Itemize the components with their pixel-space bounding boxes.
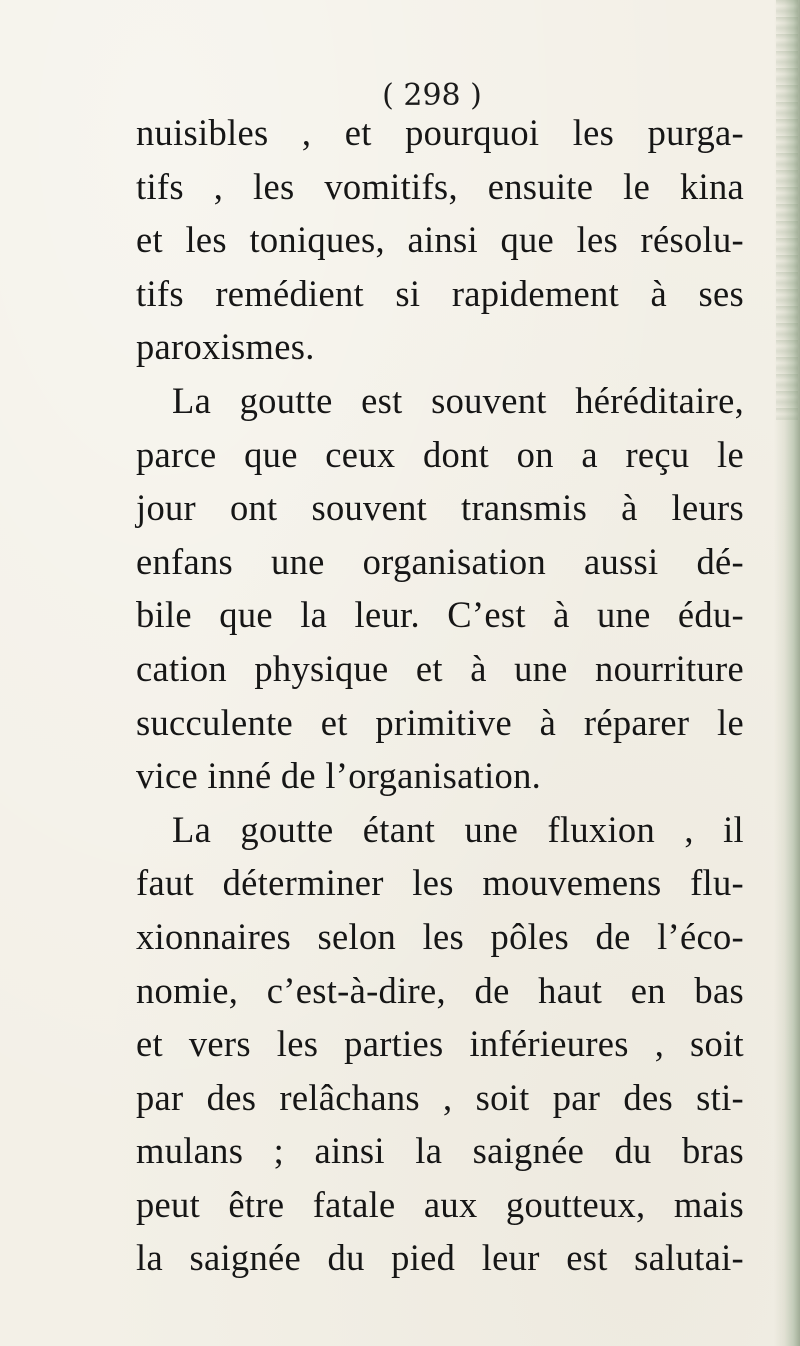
page-edge-stain	[776, 0, 798, 420]
text-line: nuisibles , et pourquoi les purga-	[136, 112, 744, 153]
text-line: vice inné de l’organisation.	[136, 755, 542, 797]
text-line: mulans ; ainsi la saignée du bras	[136, 1130, 744, 1172]
paragraph-start-line: La goutte étant une fluxion , il	[172, 808, 744, 850]
text-line: enfans une organisation aussi dé-	[136, 540, 744, 582]
paragraph-start-line: La goutte est souvent héréditaire,	[172, 379, 744, 421]
text-line: succulente et primitive à réparer le	[136, 701, 744, 743]
body-text	[136, 106, 744, 1285]
text-line: xionnaires selon les pôles de l’éco-	[136, 915, 744, 957]
text-line: nomie, c’est-à-dire, de haut en bas	[136, 969, 744, 1011]
text-line: bile que la leur. C’est à une édu-	[136, 594, 744, 636]
text-line: cation physique et à une nourriture	[136, 647, 744, 689]
text-line: tifs , les vomitifs, ensuite le kina	[136, 165, 744, 207]
text-line: jour ont souvent transmis à leurs	[136, 487, 744, 529]
page-number-header: ( 298 )	[382, 78, 482, 113]
text-line: parce que ceux dont on a reçu le	[136, 433, 744, 475]
text-line: et vers les parties inférieures , soit	[136, 1023, 744, 1065]
text-line: tifs remédient si rapidement à ses	[136, 272, 744, 314]
text-line: la saignée du pied leur est salutai-	[136, 1237, 744, 1279]
text-line: peut être fatale aux goutteux, mais	[136, 1183, 744, 1225]
text-line: paroxismes.	[136, 326, 315, 368]
text-line: et les toniques, ainsi que les résolu-	[136, 219, 744, 261]
text-line: faut déterminer les mouvemens flu-	[136, 862, 744, 904]
text-line: par des relâchans , soit par des sti-	[136, 1076, 744, 1118]
